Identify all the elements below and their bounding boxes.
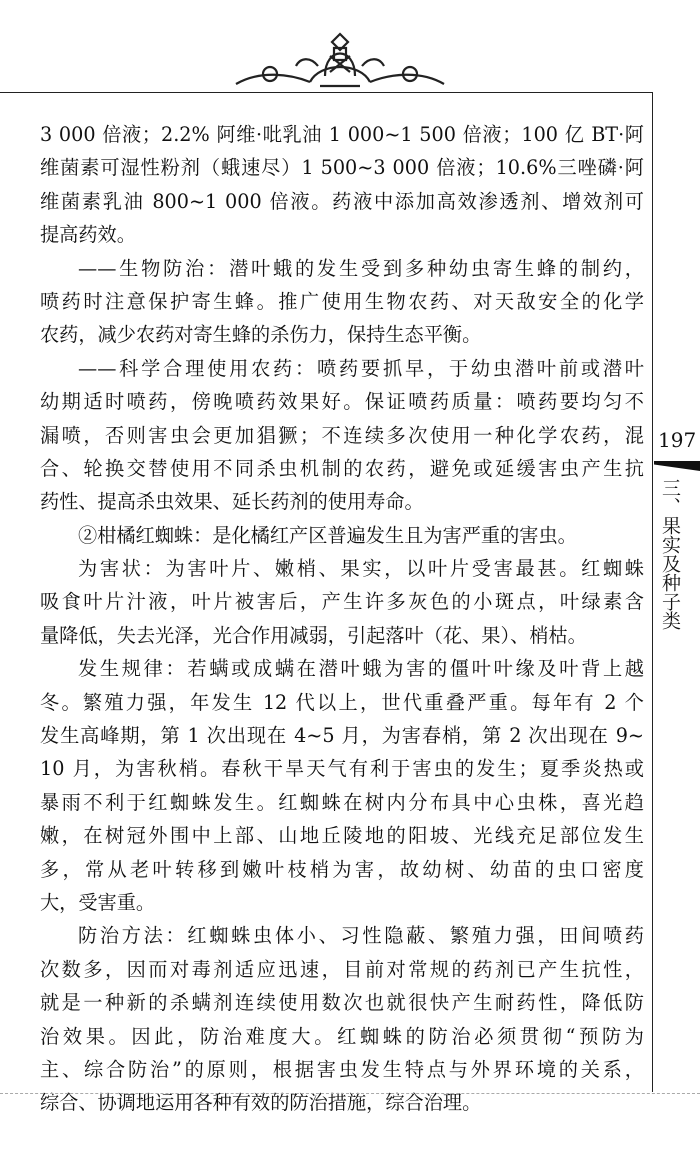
text-line: 大，受害重。 [40, 890, 156, 914]
section-tab-marker [654, 461, 700, 471]
text-line: 次数多，因而对毒剂适应迅速，目前对常规的药剂已产生抗性， [40, 957, 644, 981]
text-line: 暴雨不利于红蜘蛛发生。红蜘蛛在树内分布具中心虫株，喜光趋 [40, 790, 644, 814]
text-line: 冬。繁殖力强，年发生 12 代以上，世代重叠严重。每年有 2 个 [40, 690, 644, 714]
text-line: 多，常从老叶转移到嫩叶枝梢为害，故幼树、幼苗的虫口密度 [40, 857, 644, 881]
text-line: 发生高峰期，第 1 次出现在 4~5 月，为害春梢，第 2 次出现在 9~ [40, 724, 644, 748]
text-line: 农药，减少农药对寄生蜂的杀伤力，保持生态平衡。 [40, 323, 482, 347]
text-line: 吸食叶片汁液，叶片被害后，产生许多灰色的小斑点，叶绿素含 [40, 590, 644, 614]
text-line: 发生规律：若螨或成螨在潜叶蛾为害的僵叶叶缘及叶背上越 [78, 657, 644, 681]
page-number: 197 [658, 428, 697, 452]
text-line: ——生物防治：潜叶蛾的发生受到多种幼虫寄生蜂的制约， [78, 256, 644, 280]
footer-rule [0, 1093, 700, 1094]
header-rule [0, 92, 652, 93]
text-line: 喷药时注意保护寄生蜂。推广使用生物农药、对天敌安全的化学 [40, 289, 644, 313]
text-line: 维菌素可湿性粉剂（蛾速尽）1 500~3 000 倍液；10.6%三唑磷·阿 [40, 156, 644, 180]
text-line: 3 000 倍液；2.2% 阿维·吡乳油 1 000~1 500 倍液；100 亿 BT·阿 [40, 123, 644, 146]
text-line: 10 月，为害秋梢。春秋干旱天气有利于害虫的发生；夏季炎热或 [40, 757, 644, 781]
text-line: 治效果。因此，防治难度大。红蜘蛛的防治必须贯彻“预防为 [40, 1024, 644, 1048]
text-line: ②柑橘红蜘蛛：是化橘红产区普遍发生且为害严重的害虫。 [78, 523, 577, 547]
text-line: 防治方法：红蜘蛛虫体小、习性隐蔽、繁殖力强，田间喷药 [78, 924, 644, 948]
text-line: 漏喷，否则害虫会更加猖獗；不连续多次使用一种化学农药，混 [40, 423, 644, 447]
text-line: 量降低，失去光泽，光合作用减弱，引起落叶（花、果）、梢枯。 [40, 623, 587, 647]
section-label: 三、果实及种子类 [659, 478, 681, 630]
header-ornament [230, 26, 450, 96]
text-line: 为害状：为害叶片、嫩梢、果实，以叶片受害最甚。红蜘蛛 [78, 557, 644, 581]
text-line: 提高药效。 [40, 223, 136, 247]
body-text [40, 118, 644, 1120]
text-line: 维菌素乳油 800~1 000 倍液。药液中添加高效渗透剂、增效剂可 [40, 189, 644, 213]
text-line: ——科学合理使用农药：喷药要抓早，于幼虫潜叶前或潜叶 [78, 356, 644, 380]
text-line: 合、轮换交替使用不同杀虫机制的农药，避免或延缓害虫产生抗 [40, 456, 644, 480]
text-line: 综合、协调地运用各种有效的防治措施，综合治理。 [40, 1091, 482, 1115]
margin-rule [652, 92, 653, 1092]
text-line: 就是一种新的杀螨剂连续使用数次也就很快产生耐药性，降低防 [40, 991, 644, 1015]
text-line: 药性、提高杀虫效果、延长药剂的使用寿命。 [40, 490, 424, 514]
text-line: 主、综合防治”的原则，根据害虫发生特点与外界环境的关系， [40, 1057, 644, 1081]
text-line: 幼期适时喷药，傍晚喷药效果好。保证喷药质量：喷药要均匀不 [40, 390, 644, 414]
text-line: 嫩，在树冠外围中上部、山地丘陵地的阳坡、光线充足部位发生 [40, 824, 644, 848]
